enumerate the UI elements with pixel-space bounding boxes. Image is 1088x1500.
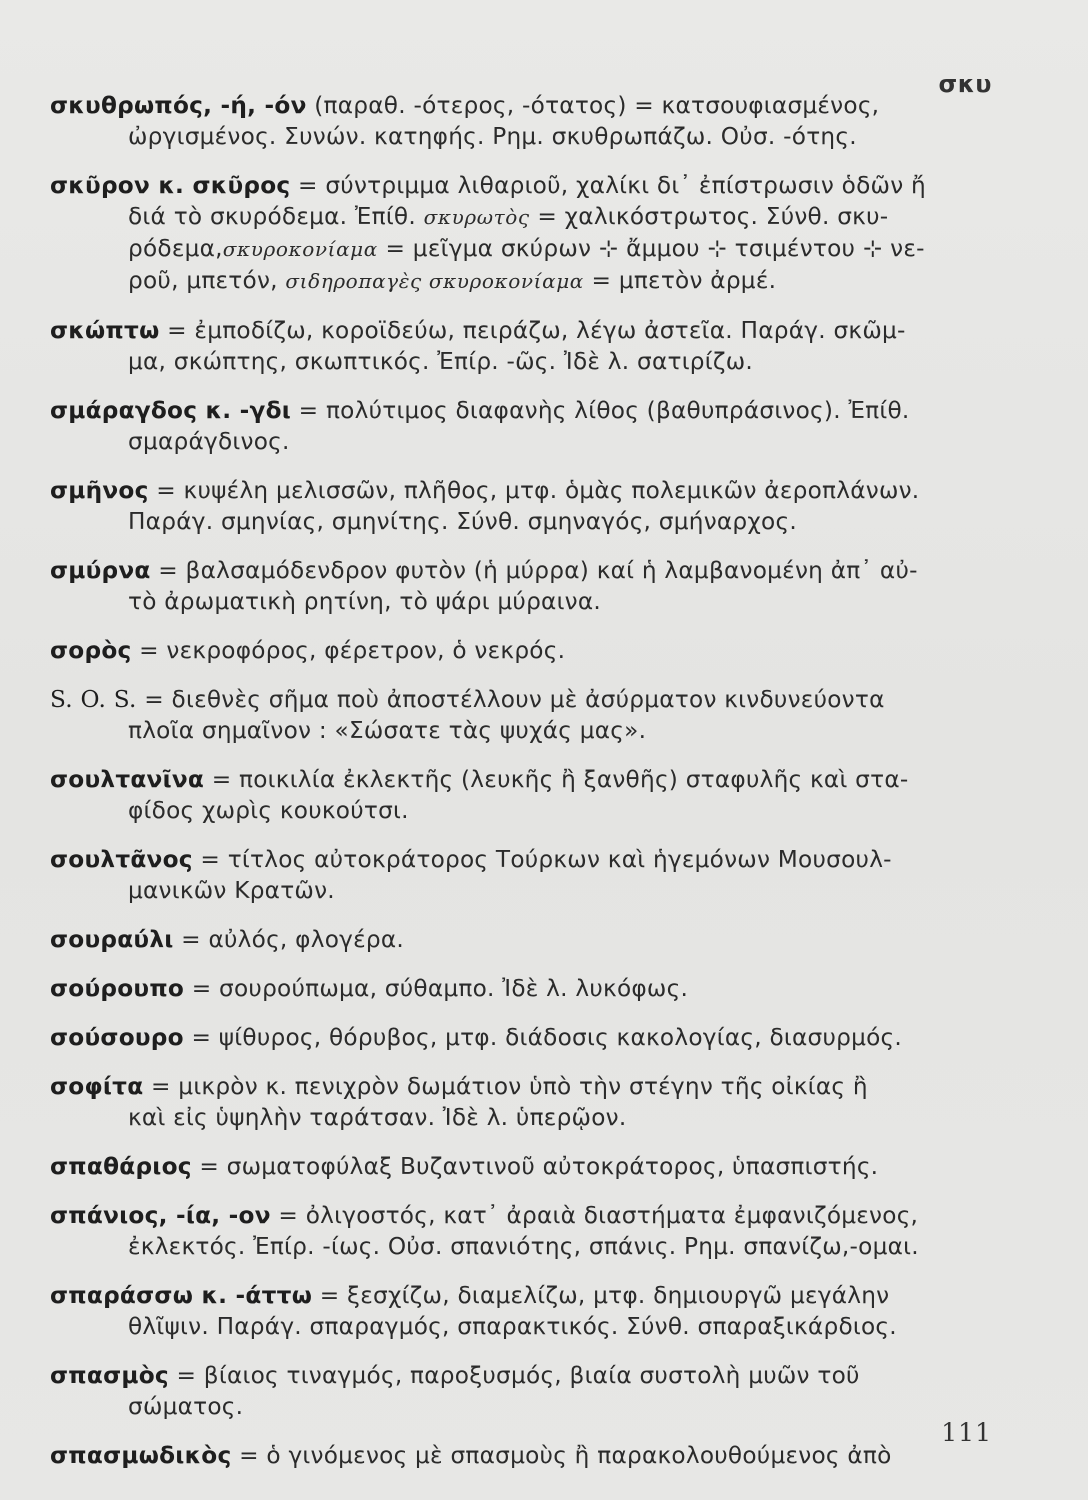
entry-line bbox=[50, 201, 998, 233]
entry-line bbox=[50, 844, 998, 875]
entry-line bbox=[50, 1440, 998, 1471]
entry-line: ὠργισμένος. Συνών. κατηφής. Ρημ. σκυθρωπάζω. Οὐσ. -ότης. bbox=[128, 123, 857, 150]
definition-text: = κυψέλη μελισσῶν, πλῆθος, μτφ. ὁμὰς πολεμικῶν ἀεροπλάνων. bbox=[148, 477, 920, 504]
entry-line bbox=[50, 395, 998, 426]
running-head: σκυ bbox=[938, 70, 992, 98]
entry-line bbox=[50, 90, 998, 121]
entry-line bbox=[50, 555, 998, 586]
headword: σουλτανῖνα bbox=[50, 766, 205, 793]
italic-term: σκυρωτὸς bbox=[423, 205, 530, 229]
dictionary-entry bbox=[50, 973, 998, 1004]
italic-term: σκυροκονίαμα bbox=[222, 237, 378, 261]
entry-line bbox=[50, 635, 998, 666]
italic-term: σιδηροπαγὲς σκυροκονίαμα bbox=[285, 269, 584, 293]
dictionary-entry bbox=[50, 844, 998, 906]
entry-line bbox=[50, 684, 998, 715]
headword: S. O. S. bbox=[50, 686, 137, 713]
entry-line bbox=[50, 1022, 998, 1053]
headword: σμύρνα bbox=[50, 557, 151, 584]
headword: σκυθρωπός, -ή, -όν bbox=[50, 92, 307, 119]
entry-line: μα, σκώπτης, σκωπτικός. Ἐπίρ. -ῶς. Ἰδὲ λ. σατιρίζω. bbox=[128, 348, 754, 375]
definition-text: = βίαιος τιναγμός, παροξυσμός, βιαία συστολὴ μυῶν τοῦ bbox=[168, 1362, 860, 1389]
headword: σμάραγδος κ. -γδι bbox=[50, 397, 292, 424]
headword: σπασμὸς bbox=[50, 1362, 169, 1389]
entry-line bbox=[50, 973, 998, 1004]
dictionary-entry bbox=[50, 1151, 998, 1182]
entry-line: πλοῖα σημαῖνον : «Σώσατε τὰς ψυχάς μας». bbox=[128, 717, 647, 744]
dictionary-entry bbox=[50, 170, 998, 297]
entry-line bbox=[50, 1071, 998, 1102]
entry-line: καὶ εἰς ὑψηλὴν ταράτσαν. Ἰδὲ λ. ὑπερῷον. bbox=[128, 1104, 627, 1131]
definition-text: = διεθνὲς σῆμα ποὺ ἀποστέλλουν μὲ ἀσύρματον κινδυνεύοντα bbox=[136, 686, 885, 713]
dictionary-entry bbox=[50, 764, 998, 826]
dictionary-entry bbox=[50, 635, 998, 666]
entry-line bbox=[50, 265, 998, 297]
dictionary-entry bbox=[50, 1071, 998, 1133]
dictionary-entry bbox=[50, 1022, 998, 1053]
definition-text: = νεκροφόρος, φέρετρον, ὁ νεκρός. bbox=[131, 637, 566, 664]
dictionary-entry bbox=[50, 1440, 998, 1471]
definition-text: = σωματοφύλαξ Βυζαντινοῦ αὐτοκράτορος, ὑπασπιστής. bbox=[191, 1153, 879, 1180]
entry-line: μανικῶν Κρατῶν. bbox=[128, 877, 335, 904]
definition-text: = ψίθυρος, θόρυβος, μτφ. διάδοσις κακολογίας, διασυρμός. bbox=[183, 1024, 903, 1051]
headword: σπασμωδικὸς bbox=[50, 1442, 232, 1469]
definition-text: ροῦ, μπετόν, bbox=[128, 267, 278, 294]
definition-text: = τίτλος αὐτοκράτορος Τούρκων καὶ ἡγεμόνων Μουσουλ- bbox=[192, 846, 892, 873]
definition-text: = σύντριμμα λιθαριοῦ, χαλίκι δι᾽ ἐπίστρωσιν ὁδῶν ἤ bbox=[290, 172, 926, 199]
dictionary-entry bbox=[50, 395, 998, 457]
definition-text: = πολύτιμος διαφανὴς λίθος (βαθυπράσινος). Ἐπίθ. bbox=[291, 397, 910, 424]
entry-line bbox=[50, 924, 998, 955]
headword: σούρουπο bbox=[50, 975, 185, 1002]
headword: σοφίτα bbox=[50, 1073, 144, 1100]
definition-text: = ἐμποδίζω, κοροϊδεύω, πειράζω, λέγω ἀστεῖα. Παράγ. σκῶμ- bbox=[159, 317, 906, 344]
definition-text: = μικρὸν κ. πενιχρὸν δωμάτιον ὑπὸ τὴν στέγην τῆς οἰκίας ἢ bbox=[143, 1073, 868, 1100]
definition-text: = ποικιλία ἐκλεκτῆς (λευκῆς ἢ ξανθῆς) σταφυλῆς καὶ στα- bbox=[204, 766, 909, 793]
entry-line bbox=[50, 1360, 998, 1391]
entry-line: Παράγ. σμηνίας, σμηνίτης. Σύνθ. σμηναγός, σμήναρχος. bbox=[128, 508, 797, 535]
entry-line bbox=[50, 170, 998, 201]
headword: σκῦρον κ. σκῦρος bbox=[50, 172, 291, 199]
definition-text: διά τὸ σκυρόδεμα. Ἐπίθ. bbox=[128, 203, 416, 230]
headword: σπαράσσω κ. -άττω bbox=[50, 1282, 313, 1309]
definition-text: = μπετὸν ἀρμέ. bbox=[583, 267, 777, 294]
dictionary-entry bbox=[50, 475, 998, 537]
headword: σουραύλι bbox=[50, 926, 174, 953]
entry-line: ἐκλεκτός. Ἐπίρ. -ίως. Οὐσ. σπανιότης, σπάνις. Ρημ. σπανίζω,-ομαι. bbox=[128, 1233, 919, 1260]
dictionary-entry bbox=[50, 555, 998, 617]
headword: σούσουρο bbox=[50, 1024, 184, 1051]
dictionary-entry bbox=[50, 924, 998, 955]
entry-line bbox=[50, 1151, 998, 1182]
dictionary-entry bbox=[50, 684, 998, 746]
definition-text: (παραθ. -ότερος, -ότατος) = κατσουφιασμένος, bbox=[306, 92, 880, 119]
headword: σπάνιος, -ία, -ον bbox=[50, 1202, 271, 1229]
definition-text: ρόδεμα, bbox=[128, 235, 223, 262]
entry-line: σμαράγδινος. bbox=[128, 428, 290, 455]
entry-line bbox=[50, 475, 998, 506]
entry-line: σώματος. bbox=[128, 1393, 244, 1420]
definition-text: = σουρούπωμα, σύθαμπο. Ἰδὲ λ. λυκόφως. bbox=[184, 975, 689, 1002]
headword: σπαθάριος bbox=[50, 1153, 192, 1180]
definition-text: = μεῖγμα σκύρων ⊹ ἄμμου ⊹ τσιμέντου ⊹ νε- bbox=[377, 235, 925, 262]
definition-text: = ὁ γινόμενος μὲ σπασμοὺς ἢ παρακολουθούμενος ἀπὸ bbox=[231, 1442, 892, 1469]
entry-line: θλῖψιν. Παράγ. σπαραγμός, σπαρακτικός. Σύνθ. σπαραξικάρδιος. bbox=[128, 1313, 897, 1340]
entry-line bbox=[50, 315, 998, 346]
dictionary-entry bbox=[50, 1280, 998, 1342]
headword: σορὸς bbox=[50, 637, 132, 664]
dictionary-entry bbox=[50, 315, 998, 377]
dictionary-entry bbox=[50, 1360, 998, 1422]
headword: σκώπτω bbox=[50, 317, 160, 344]
entry-line bbox=[50, 764, 998, 795]
entry-line bbox=[50, 1280, 998, 1311]
headword: σουλτᾶνος bbox=[50, 846, 193, 873]
headword: σμῆνος bbox=[50, 477, 149, 504]
entry-list bbox=[50, 90, 998, 1489]
definition-text: = ὀλιγοστός, κατ᾽ ἀραιὰ διαστήματα ἐμφανιζόμενος, bbox=[270, 1202, 919, 1229]
entry-line bbox=[50, 1200, 998, 1231]
dictionary-entry bbox=[50, 90, 998, 152]
entry-line bbox=[50, 233, 998, 265]
definition-text: = χαλικόστρωτος. Σύνθ. σκυ- bbox=[529, 203, 889, 230]
definition-text: = βαλσαμόδενδρον φυτὸν (ἡ μύρρα) καί ἡ λαμβανομένη ἀπ᾽ αὐ- bbox=[150, 557, 918, 584]
dictionary-entry bbox=[50, 1200, 998, 1262]
entry-line: φίδος χωρὶς κουκούτσι. bbox=[128, 797, 409, 824]
definition-text: = αὐλός, φλογέρα. bbox=[173, 926, 405, 953]
entry-line: τὸ ἀρωματικὴ ρητίνη, τὸ ψάρι μύραινα. bbox=[128, 588, 602, 615]
definition-text: = ξεσχίζω, διαμελίζω, μτφ. δημιουργῶ μεγάλην bbox=[312, 1282, 890, 1309]
page-number: 111 bbox=[941, 1418, 992, 1447]
